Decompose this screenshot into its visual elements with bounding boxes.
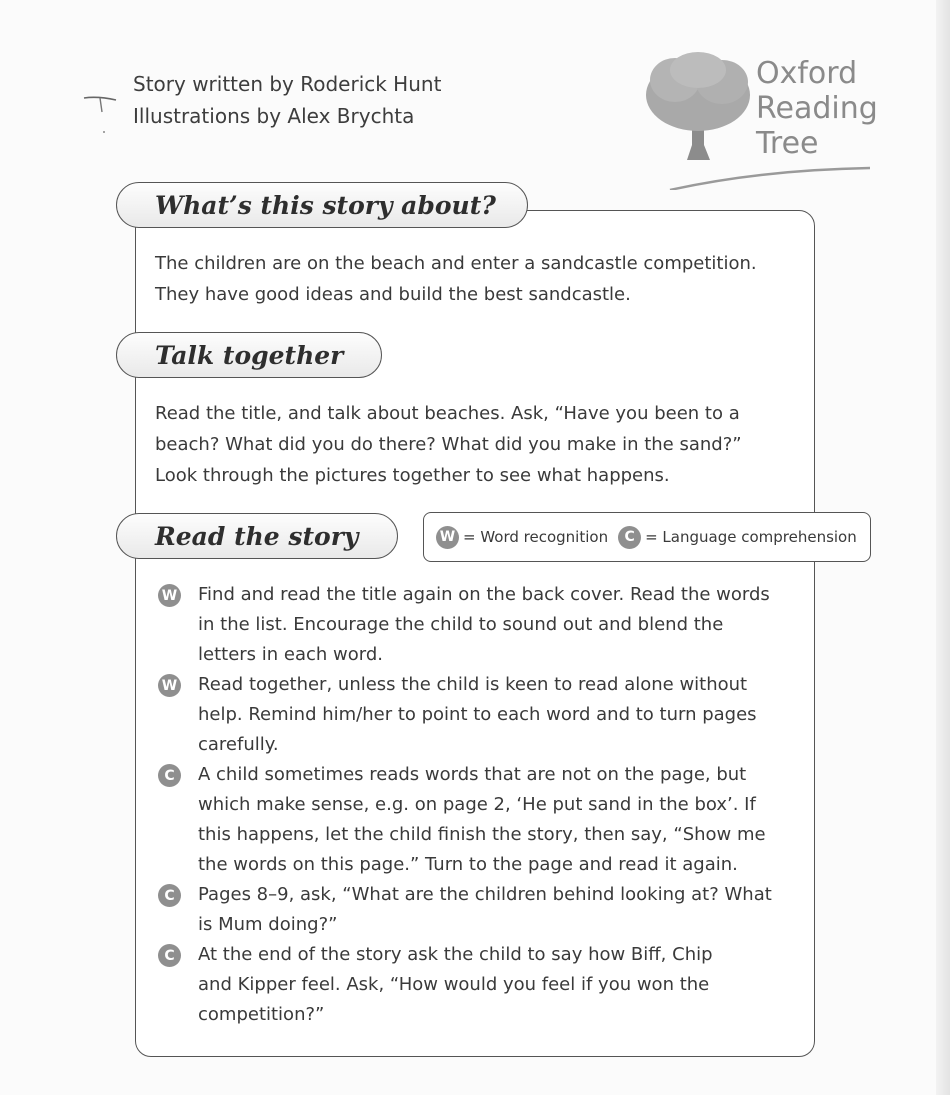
- talk-line: Read the title, and talk about beaches. Ask, “Have you been to a: [155, 403, 740, 424]
- badge-key: [423, 512, 871, 562]
- step-line: is Mum doing?”: [198, 914, 338, 935]
- step-line: this happens, let the child finish the story, then say, “Show me: [198, 824, 766, 845]
- step-line: Pages 8–9, ask, “What are the children behind looking at? What: [198, 884, 772, 905]
- section-heading-read: Read the story: [116, 513, 398, 559]
- oxford-reading-tree-logo: [756, 56, 878, 161]
- credits: [133, 68, 441, 132]
- talk-text: [155, 398, 795, 491]
- illustrations-credit: Illustrations by Alex Brychta: [133, 104, 415, 128]
- about-line: They have good ideas and build the best sandcastle.: [155, 284, 631, 305]
- talk-line: beach? What did you do there? What did you make in the sand?”: [155, 434, 742, 455]
- step-badge-icon: C: [158, 884, 181, 907]
- step-badge-icon: W: [158, 674, 181, 697]
- step-line: Find and read the title again on the back cover. Read the words: [198, 584, 770, 605]
- step-badge-icon: W: [158, 584, 181, 607]
- step-line: help. Remind him/her to point to each word and to turn pages: [198, 704, 757, 725]
- step-line: carefully.: [198, 734, 279, 755]
- c-key-label: = Language comprehension: [645, 528, 857, 546]
- w-key-label: = Word recognition: [463, 528, 609, 546]
- section-heading-talk: Talk together: [116, 332, 382, 378]
- about-text: [155, 248, 795, 310]
- page-edge: [936, 0, 950, 1095]
- step-badge-icon: C: [158, 944, 181, 967]
- step-line: which make sense, e.g. on page 2, ‘He put sand in the box’. If: [198, 794, 756, 815]
- logo-line-tree: Tree: [756, 126, 819, 161]
- reading-steps: [158, 580, 803, 1030]
- step-line: A child sometimes reads words that are not on the page, but: [198, 764, 747, 785]
- step-line: the words on this page.” Turn to the page and read it again.: [198, 854, 738, 875]
- list-item: [158, 940, 803, 1030]
- step-badge-icon: C: [158, 764, 181, 787]
- margin-pen-mark: [80, 88, 120, 138]
- list-item: [158, 880, 803, 940]
- logo-line-oxford: Oxford: [756, 56, 858, 91]
- step-line: competition?”: [198, 1004, 325, 1025]
- list-item: [158, 760, 803, 880]
- step-line: in the list. Encourage the child to sound out and blend the: [198, 614, 724, 635]
- story-credit: Story written by Roderick Hunt: [133, 72, 442, 96]
- w-badge-icon: W: [436, 526, 459, 549]
- list-item: [158, 670, 803, 760]
- section-heading-about: What’s this story about?: [116, 182, 528, 228]
- logo-line-reading: Reading: [756, 91, 878, 126]
- talk-line: Look through the pictures together to see what happens.: [155, 465, 670, 486]
- c-badge-icon: C: [618, 526, 641, 549]
- list-item: [158, 580, 803, 670]
- step-line: letters in each word.: [198, 644, 383, 665]
- about-line: The children are on the beach and enter a sandcastle competition.: [155, 253, 757, 274]
- step-line: Read together, unless the child is keen to read alone without: [198, 674, 748, 695]
- step-line: and Kipper feel. Ask, “How would you feel if you won the: [198, 974, 710, 995]
- step-line: At the end of the story ask the child to say how Biff, Chip: [198, 944, 713, 965]
